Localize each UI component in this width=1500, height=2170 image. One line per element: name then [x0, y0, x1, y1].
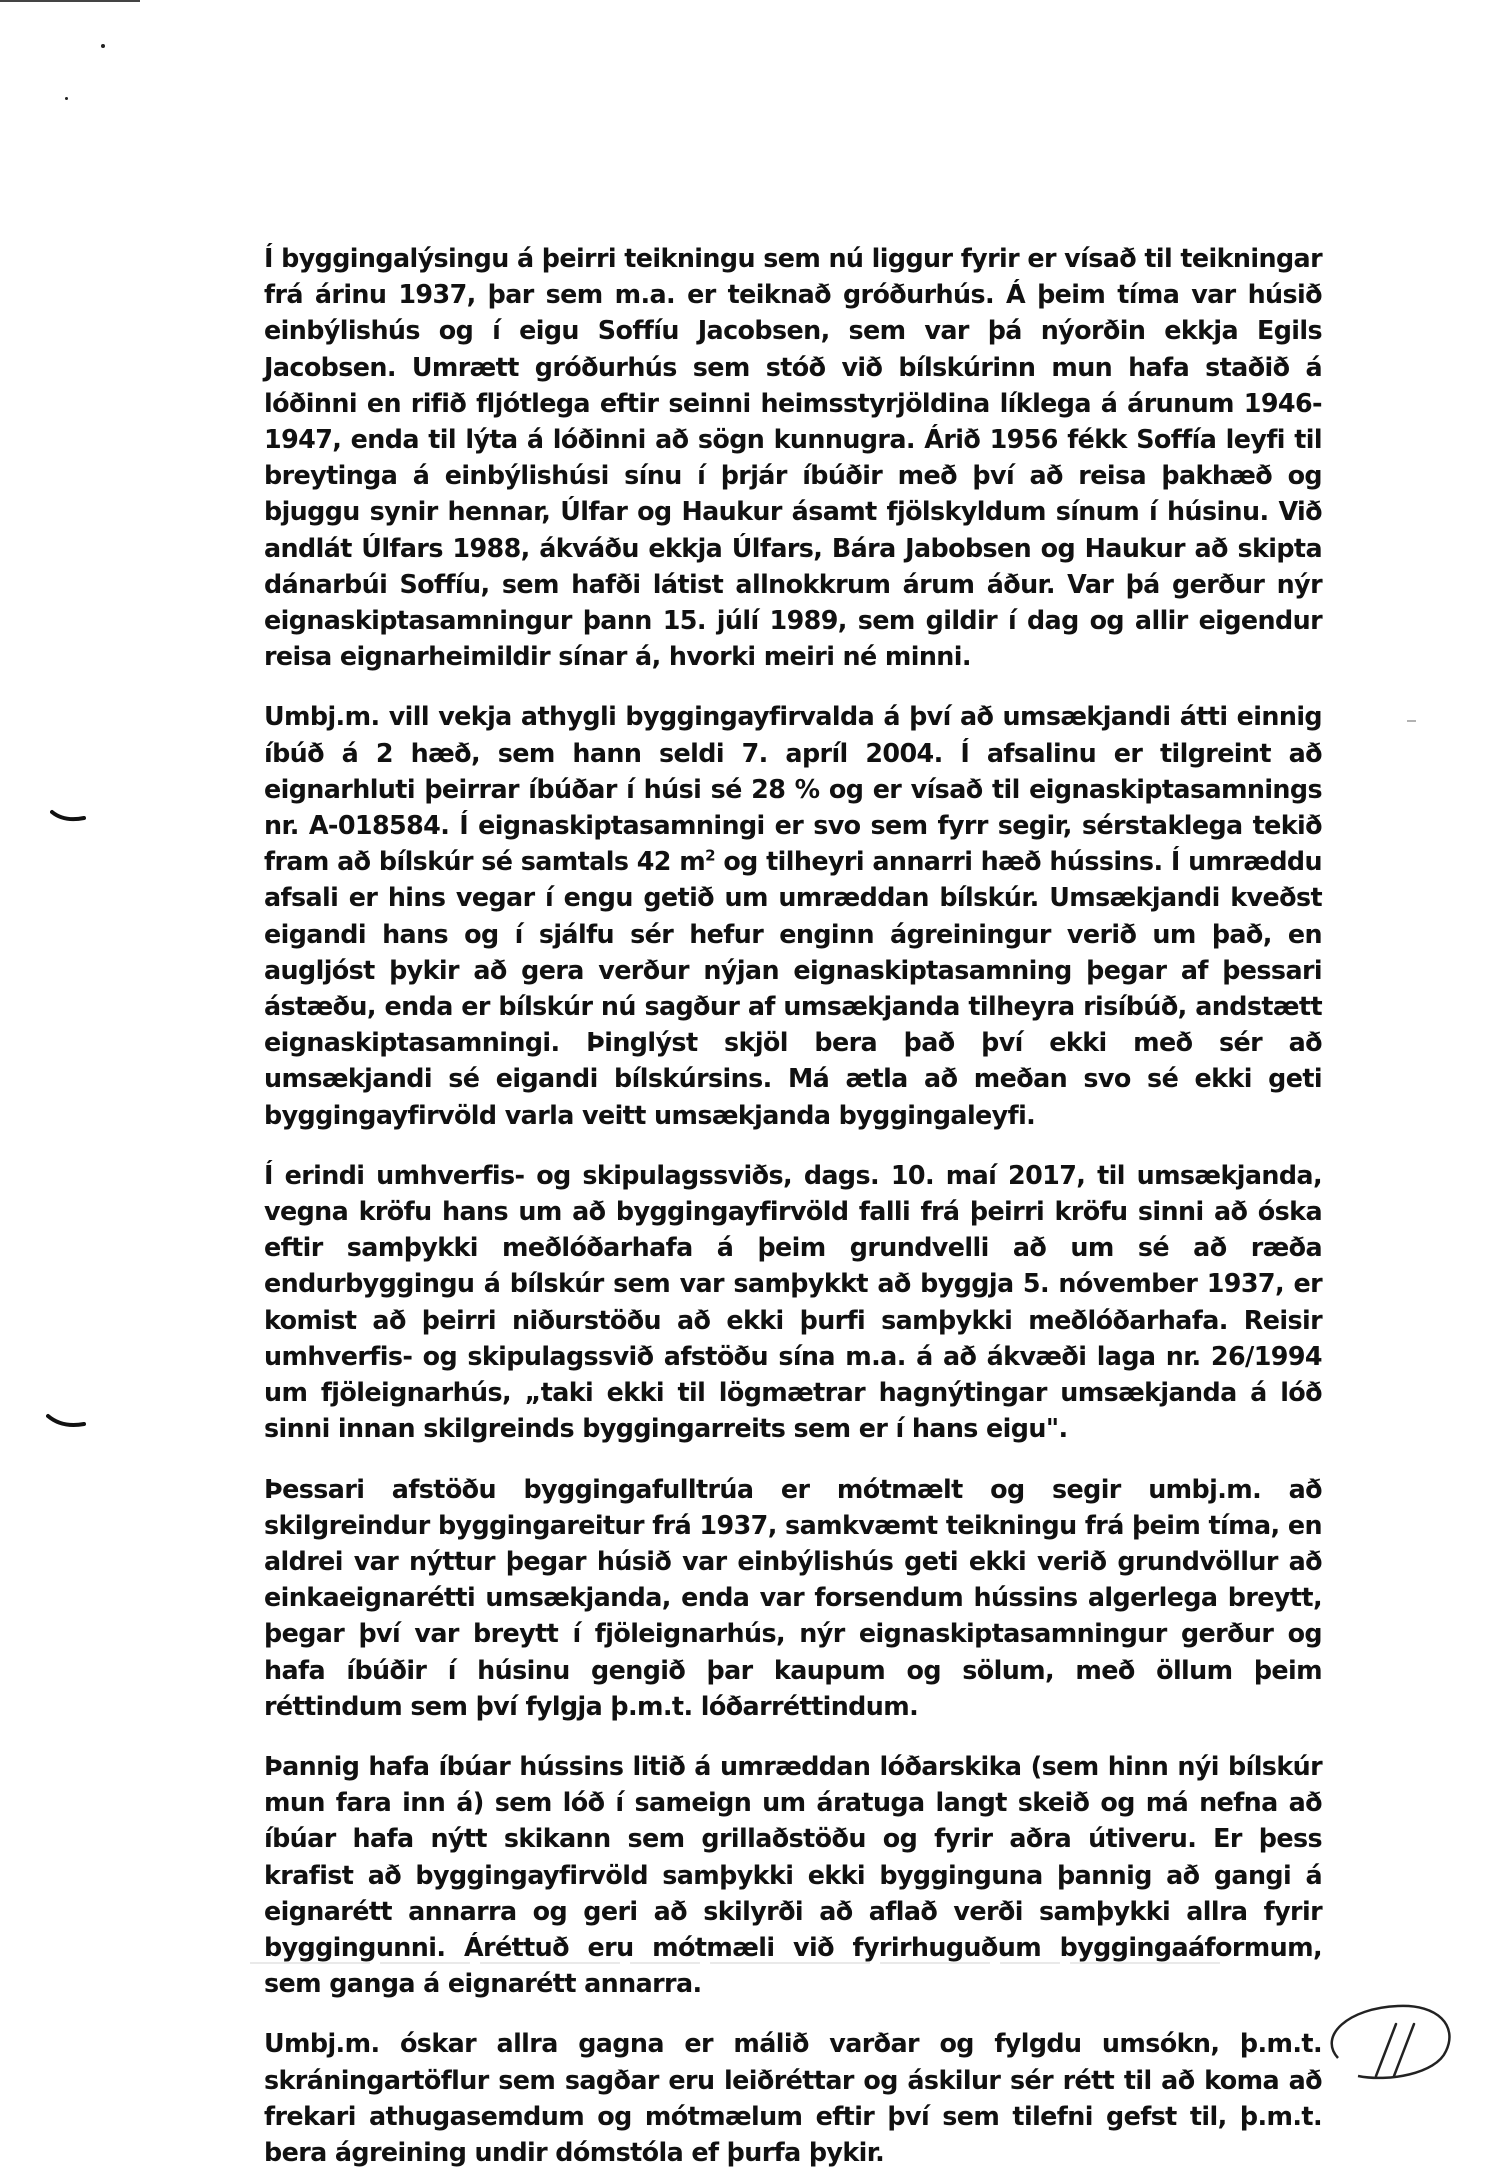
handwritten-page-number: [1318, 1996, 1458, 2086]
faint-bleed-through-text: [250, 1950, 1290, 1964]
scan-speck: [101, 44, 105, 48]
margin-check-mark: [46, 1412, 90, 1434]
paragraph-3: Í erindi umhverfis- og skipulagssviðs, dags. 10. maí 2017, til umsækjanda, vegna kröfu hans um að byggingayfirvöld falli frá þeirri kröfu sinni að óska eftir samþykki meðlóðarhafa á þeim grundvelli að um sé að ræða endurbyggingu á bílskúr sem var samþykkt að byggja 5. nóvember 1937, er komist að þeirri niðurstöðu að ekki þurfi samþykki meðlóðarhafa. Reisir umhverfis- og skipulagssvið afstöðu sína m.a. á að ákvæði laga nr. 26/1994 um fjöleignarhús, „taki ekki til lögmætrar hagnýtingar umsækjanda á lóð sinni innan skilgreinds byggingarreits sem er í hans eigu".: [264, 1159, 1322, 1444]
scan-edge-rule: [0, 0, 140, 2]
paragraph-1: Í byggingalýsingu á þeirri teikningu sem nú liggur fyrir er vísað til teikningar frá árinu 1937, þar sem m.a. er teiknað gróðurhús. Á þeim tíma var húsið einbýlishús og í eigu Soffíu Jacobsen, sem var þá nýorðin ekkja Egils Jacobsen. Umrætt gróðurhús sem stóð við bílskúrinn mun hafa staðið á lóðinni en rifið fljótlega eftir seinni heimsstyrjöldina líklega á árunum 1946-1947, enda til lýta á lóðinni að sögn kunnugra. Árið 1956 fékk Soffía leyfi til breytinga á einbýlishúsi sínu í þrjár íbúðir með því að reisa þakhæð og bjuggu synir hennar, Úlfar og Haukur ásamt fjölskyldum sínum í húsinu. Við andlát Úlfars 1988, ákváðu ekkja Úlfars, Bára Jabobsen og Haukur að skipta dánarbúi Soffíu, sem hafði látist allnokkrum árum áður. Var þá gerður nýr eignaskiptasamningur þann 15. júlí 1989, sem gildir í dag og allir eigendur reisa eignarheimildir sínar á, hvorki meiri né minni.: [264, 243, 1322, 672]
scan-speck: [1406, 716, 1418, 726]
paragraph-5: Þannig hafa íbúar hússins litið á umræddan lóðarskika (sem hinn nýi bílskúr mun fara inn á) sem lóð í sameign um áratuga langt skeið og má nefna að íbúar hafa nýtt skikann sem grillaðstöðu og fyrir aðra útiveru. Er þess krafist að byggingayfirvöld samþykki ekki bygginguna þannig að gangi á eignarétt annarra og geri að skilyrði að aflað verði samþykki allra fyrir byggingunni. Áréttuð eru mótmæli við fyrirhuguðum byggingaáformum, sem ganga á eignarétt annarra.: [264, 1750, 1322, 1999]
paragraph-4: Þessari afstöðu byggingafulltrúa er mótmælt og segir umbj.m. að skilgreindur byggingareitur frá 1937, samkvæmt teikningu frá þeim tíma, en aldrei var nýttur þegar húsið var einbýlishús geti ekki verið grundvöllur að einkaeignarétti umsækjanda, enda var forsendum hússins algerlega breytt, þegar því var breytt í fjöleignarhús, nýr eignaskiptasamningur gerður og hafa íbúðir í húsinu gengið þar kaupum og sölum, með öllum þeim réttindum sem því fylgja þ.m.t. lóðarréttindum.: [264, 1473, 1322, 1721]
margin-check-mark: [50, 808, 90, 828]
scan-speck: [65, 97, 68, 100]
letter-body: [264, 240, 1322, 2170]
paragraph-6: Umbj.m. óskar allra gagna er málið varðar og fylgdu umsókn, þ.m.t. skráningartöflur sem sagðar eru leiðréttar og áskilur sér rétt til að koma að frekari athugasemdum og mótmælum eftir því sem tilefni gefst til, þ.m.t. bera ágreining undir dómstóla ef þurfa þykir.: [264, 2028, 1322, 2167]
paragraph-2: [264, 698, 1322, 1132]
paragraph-2-part-a: Umbj.m. vill vekja athygli byggingayfirvalda á því að umsækjandi átti einnig íbúð á 2 hæð, sem hann seldi 7. apríl 2004. Í afsalinu er tilgreint að eignarhluti þeirrar íbúðar í húsi sé 28 % og er vísað til eignaskiptasamnings nr. A-018584. Í eignaskiptasamningi er svo sem fyrr segir, sérstaklega tekið fram að bílskúr sé samtals 42 m: [264, 701, 1322, 877]
paragraph-2-part-b: og tilheyri annarri hæð hússins. Í umræddu afsali er hins vegar í engu getið um umræddan bílskúr. Umsækjandi kveðst eigandi hans og í sjálfu sér hefur enginn ágreiningur verið um það, en augljóst þykir að gera verður nýjan eignaskiptasamning þegar af þessari ástæðu, enda er bílskúr nú sagður af umsækjanda tilheyra risíbúð, andstætt eignaskiptasamningi. Þinglýst skjöl bera það því ekki með sér að umsækjandi sé eigandi bílskúrsins. Má ætla að meðan svo sé ekki geti byggingayfirvöld varla veitt umsækjanda byggingaleyfi.: [264, 846, 1322, 1130]
superscript-2: 2: [705, 846, 715, 865]
